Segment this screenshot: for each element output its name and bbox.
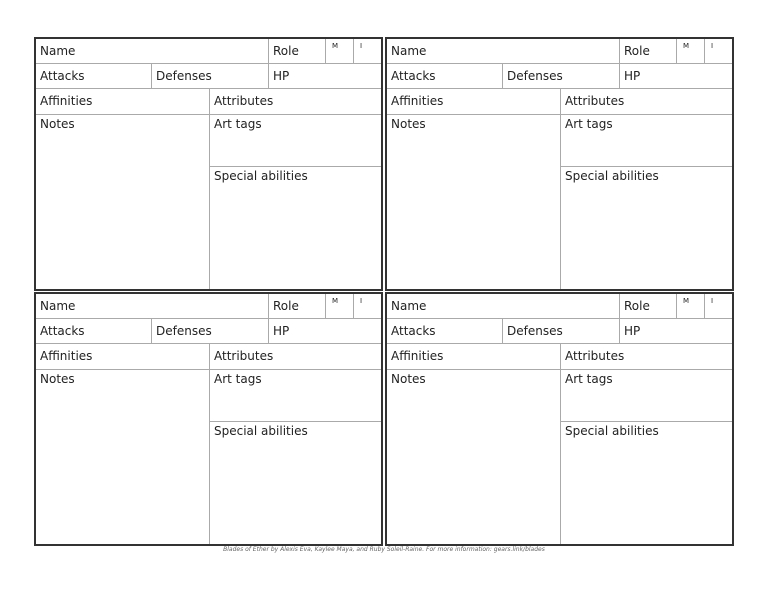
name-row xyxy=(387,39,732,64)
name-row xyxy=(36,39,381,64)
notes-field[interactable]: Notes xyxy=(391,117,426,131)
attacks-field[interactable]: Attacks xyxy=(391,324,436,338)
m-field[interactable]: M xyxy=(676,294,704,318)
name-field[interactable]: Name xyxy=(40,44,76,58)
name-field[interactable]: Name xyxy=(40,299,76,313)
combat-row xyxy=(387,319,732,344)
name-field[interactable]: Name xyxy=(391,44,427,58)
role-field[interactable]: Role xyxy=(268,39,325,63)
special-abilities-field[interactable]: Special abilities xyxy=(214,169,308,183)
right-column xyxy=(209,115,381,289)
art-tags-field[interactable]: Art tags xyxy=(561,115,732,167)
hp-field[interactable]: HP xyxy=(268,319,381,343)
attacks-field[interactable]: Attacks xyxy=(391,69,436,83)
traits-row xyxy=(36,344,381,370)
card-body xyxy=(387,370,732,544)
i-field[interactable]: I xyxy=(704,39,732,63)
i-field[interactable]: I xyxy=(353,294,381,318)
name-field[interactable]: Name xyxy=(391,299,427,313)
traits-row xyxy=(387,89,732,115)
attributes-field[interactable]: Attributes xyxy=(209,89,381,114)
traits-row xyxy=(36,89,381,115)
notes-field[interactable]: Notes xyxy=(40,372,75,386)
defenses-field[interactable]: Defenses xyxy=(502,64,619,88)
affinities-field[interactable]: Affinities xyxy=(391,349,444,363)
attacks-field[interactable]: Attacks xyxy=(40,324,85,338)
special-abilities-field[interactable]: Special abilities xyxy=(214,424,308,438)
affinities-field[interactable]: Affinities xyxy=(40,94,93,108)
affinities-field[interactable]: Affinities xyxy=(40,349,93,363)
card-body xyxy=(387,115,732,289)
special-abilities-field[interactable]: Special abilities xyxy=(565,169,659,183)
art-tags-field[interactable]: Art tags xyxy=(561,370,732,422)
defenses-field[interactable]: Defenses xyxy=(151,64,268,88)
name-row xyxy=(387,294,732,319)
card-body xyxy=(36,370,381,544)
name-row xyxy=(36,294,381,319)
hp-field[interactable]: HP xyxy=(268,64,381,88)
hp-field[interactable]: HP xyxy=(619,64,732,88)
attributes-field[interactable]: Attributes xyxy=(560,344,732,369)
m-field[interactable]: M xyxy=(325,39,353,63)
credits-footer: Blades of Ether by Alexis Eva, Kaylee Maya, and Ruby Soleil-Raine. For more information: gears.link/blades xyxy=(223,546,545,553)
right-column xyxy=(209,370,381,544)
traits-row xyxy=(387,344,732,370)
attributes-field[interactable]: Attributes xyxy=(560,89,732,114)
right-column xyxy=(560,370,732,544)
character-card-bottom-right xyxy=(385,292,734,546)
role-field[interactable]: Role xyxy=(268,294,325,318)
affinities-field[interactable]: Affinities xyxy=(391,94,444,108)
combat-row xyxy=(36,64,381,89)
character-card-top-left xyxy=(34,37,383,291)
attributes-field[interactable]: Attributes xyxy=(209,344,381,369)
right-column xyxy=(560,115,732,289)
art-tags-field[interactable]: Art tags xyxy=(210,370,381,422)
art-tags-field[interactable]: Art tags xyxy=(210,115,381,167)
notes-field[interactable]: Notes xyxy=(40,117,75,131)
i-field[interactable]: I xyxy=(704,294,732,318)
m-field[interactable]: M xyxy=(325,294,353,318)
defenses-field[interactable]: Defenses xyxy=(151,319,268,343)
card-sheet xyxy=(34,37,734,546)
card-body xyxy=(36,115,381,289)
role-field[interactable]: Role xyxy=(619,39,676,63)
hp-field[interactable]: HP xyxy=(619,319,732,343)
combat-row xyxy=(387,64,732,89)
special-abilities-field[interactable]: Special abilities xyxy=(565,424,659,438)
m-field[interactable]: M xyxy=(676,39,704,63)
i-field[interactable]: I xyxy=(353,39,381,63)
defenses-field[interactable]: Defenses xyxy=(502,319,619,343)
attacks-field[interactable]: Attacks xyxy=(40,69,85,83)
notes-field[interactable]: Notes xyxy=(391,372,426,386)
role-field[interactable]: Role xyxy=(619,294,676,318)
character-card-top-right xyxy=(385,37,734,291)
combat-row xyxy=(36,319,381,344)
character-card-bottom-left xyxy=(34,292,383,546)
